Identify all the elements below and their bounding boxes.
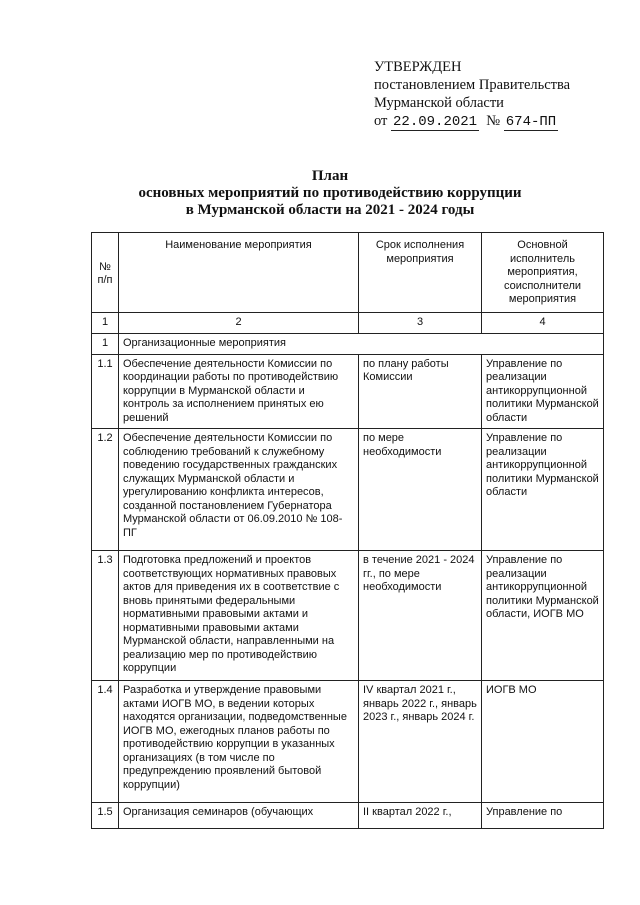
column-index-row	[92, 313, 604, 334]
column-index: 2	[119, 313, 359, 334]
approval-heading: УТВЕРЖДЕН	[374, 59, 462, 75]
date-prefix: от	[374, 113, 388, 129]
row-num: 1.2	[92, 429, 119, 551]
approval-decree: постановлением Правительства	[374, 77, 571, 93]
row-name: Обеспечение деятельности Комиссии по координации работы по противодействию коррупции в Мурманской области и контроль за исполнением принятых ею решений	[119, 354, 359, 429]
header-executor: Основной исполнитель мероприятия, соисполнители мероприятия	[482, 233, 604, 313]
column-index: 3	[359, 313, 482, 334]
approval-number: 674-ПП	[505, 114, 557, 130]
header-term: Срок исполнения мероприятия	[359, 233, 482, 313]
measures-table	[91, 232, 604, 829]
row-name: Организация семинаров (обучающих	[119, 803, 359, 829]
table-row	[92, 681, 604, 803]
section-title: Организационные мероприятия	[119, 334, 604, 355]
row-executor: Управление по реализации антикоррупционной политики Мурманской области	[482, 429, 604, 551]
title-line-1: План	[311, 168, 349, 184]
table-row	[92, 429, 604, 551]
column-index: 4	[482, 313, 604, 334]
approval-date: 22.09.2021	[393, 114, 478, 130]
section-num: 1	[92, 334, 119, 355]
header-num: № п/п	[92, 233, 119, 313]
number-prefix: №	[486, 113, 501, 129]
row-term: по мере необходимости	[359, 429, 482, 551]
row-executor: Управление по	[482, 803, 604, 829]
row-num: 1.3	[92, 551, 119, 681]
table-row	[92, 354, 604, 429]
title-line-3: в Мурманской области на 2021 - 2024 годы	[185, 202, 475, 218]
row-term: II квартал 2022 г.,	[359, 803, 482, 829]
row-name: Подготовка предложений и проектов соответствующих нормативных правовых актов для приведения их в соответствие с вновь принятыми федеральными нормативными правовыми актами и нормативными правовыми актами Мурманской области, направленными на реализацию мер по противодействию коррупции	[119, 551, 359, 681]
row-num: 1.4	[92, 681, 119, 803]
approval-date-line	[374, 112, 624, 131]
section-row	[92, 334, 604, 355]
row-name: Обеспечение деятельности Комиссии по соблюдению требований к служебному поведению государственных гражданских служащих Мурманской области и урегулированию конфликта интересов, созданной постановлением Губернатора Мурманской области от 06.09.2010 № 108-ПГ	[119, 429, 359, 551]
row-num: 1.5	[92, 803, 119, 829]
column-index: 1	[92, 313, 119, 334]
row-term: в течение 2021 - 2024 гг., по мере необходимости	[359, 551, 482, 681]
row-term: по плану работы Комиссии	[359, 354, 482, 429]
row-num: 1.1	[92, 354, 119, 429]
row-executor: Управление по реализации антикоррупционной политики Мурманской области, ИОГВ МО	[482, 551, 604, 681]
approval-region: Мурманской области	[374, 95, 504, 111]
title-line-2: основных мероприятий по противодействию коррупции	[138, 185, 522, 201]
table-row	[92, 551, 604, 681]
row-executor: ИОГВ МО	[482, 681, 604, 803]
approval-stamp	[374, 58, 624, 131]
row-name: Разработка и утверждение правовыми актами ИОГВ МО, в ведении которых находятся организации, подведомственные ИОГВ МО, ежегодных планов работы по противодействию коррупции в указанных организациях (в том числе по предупреждению проявлений бытовой коррупции)	[119, 681, 359, 803]
table-row	[92, 803, 604, 829]
header-name: Наименование мероприятия	[119, 233, 359, 313]
table-header-row	[92, 233, 604, 313]
document-title	[60, 168, 600, 219]
row-term: IV квартал 2021 г., январь 2022 г., январь 2023 г., январь 2024 г.	[359, 681, 482, 803]
row-executor: Управление по реализации антикоррупционной политики Мурманской области	[482, 354, 604, 429]
